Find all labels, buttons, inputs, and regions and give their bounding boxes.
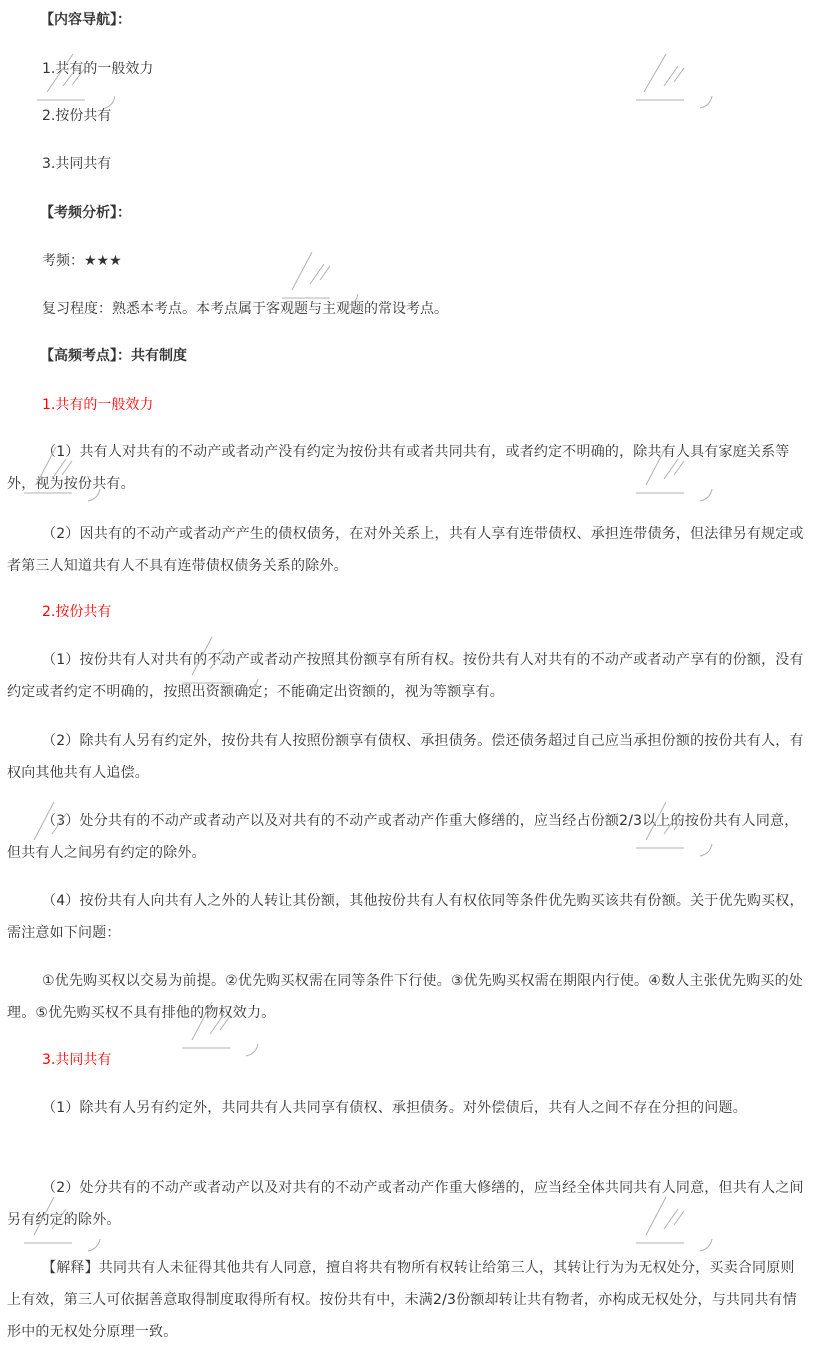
frequency-rating: 考频：★★★ — [42, 253, 122, 269]
nav-heading: 【内容导航】： — [40, 12, 131, 28]
section-3-paragraph-2: （2）处分共有的不动产或者动产以及对共有的不动产或者动产作重大修缮的，应当经全体共同共有人同意，但共有人之间另有约定的除外。 — [7, 1180, 804, 1228]
topic-heading: 【高频考点】：共有制度 — [40, 348, 187, 364]
section-2-paragraph-5: ①优先购买权以交易为前提。②优先购买权需在同等条件下行使。③优先购买权需在期限内行使。④数人主张优先购买的处理。⑤优先购买权不具有排他的物权效力。 — [7, 973, 803, 1021]
nav-item-3: 3.共同共有 — [42, 156, 112, 172]
section-3-paragraph-1: （1）除共有人另有约定外，共同共有人共同享有债权、承担债务。对外偿债后，共有人之间不存在分担的问题。 — [42, 1100, 747, 1116]
nav-item-2: 2.按份共有 — [42, 108, 112, 124]
section-2-paragraph-2: （2）除共有人另有约定外，按份共有人按照份额享有债权、承担债务。偿还债务超过自己应当承担份额的按份共有人，有权向其他共有人追偿。 — [7, 733, 804, 781]
section-title-2: 2.按份共有 — [42, 604, 112, 620]
review-level: 复习程度：熟悉本考点。本考点属于客观题与主观题的常设考点。 — [42, 301, 448, 317]
section-title-3: 3.共同共有 — [42, 1052, 112, 1068]
explanation-text: 共同共有人未征得其他共有人同意，擅自将共有物所有权转让给第三人，其转让行为为无权处分，买卖合同原则上有效，第三人可依据善意取得制度取得所有权。按份共有中，未满2/3份额却转让共有物者，亦构成无权处分，与共同共有情形中的无权处分原理一致。 — [7, 1260, 797, 1340]
frequency-heading: 【考频分析】： — [40, 205, 131, 221]
explanation-paragraph — [7, 1252, 807, 1348]
explanation-label: 【解释】 — [42, 1260, 99, 1276]
nav-item-1: 1.共有的一般效力 — [42, 61, 154, 77]
section-title-1: 1.共有的一般效力 — [42, 397, 154, 413]
section-1-paragraph-2: （2）因共有的不动产或者动产产生的债权债务，在对外关系上，共有人享有连带债权、承担连带债务，但法律另有规定或者第三人知道共有人不具有连带债权债务关系的除外。 — [7, 526, 804, 574]
watermark-icon — [634, 52, 714, 112]
section-2-paragraph-1: （1）按份共有人对共有的不动产或者动产按照其份额享有所有权。按份共有人对共有的不动产或者动产享有的份额，没有约定或者约定不明确的，按照出资额确定；不能确定出资额的，视为等额享有。 — [7, 652, 804, 700]
section-2-paragraph-4: （4）按份共有人向共有人之外的人转让其份额，其他按份共有人有权依同等条件优先购买该共有份额。关于优先购买权，需注意如下问题： — [7, 893, 804, 941]
section-1-paragraph-1: （1）共有人对共有的不动产或者动产没有约定为按份共有或者共同共有，或者约定不明确的，除共有人具有家庭关系等外，视为按份共有。 — [7, 444, 790, 492]
section-2-paragraph-3: （3）处分共有的不动产或者动产以及对共有的不动产或者动产作重大修缮的，应当经占份额2/3以上的按份共有人同意，但共有人之间另有约定的除外。 — [7, 813, 799, 861]
